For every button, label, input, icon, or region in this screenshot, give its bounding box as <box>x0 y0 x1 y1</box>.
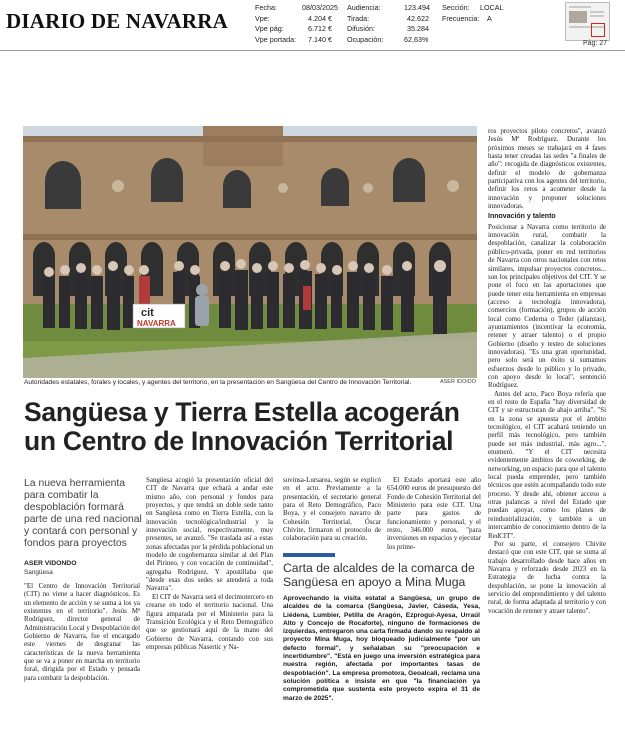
masthead: DIARIO DE NAVARRA <box>6 9 228 33</box>
sign-text: NAVARRA <box>137 319 176 328</box>
difusion-label: Difusión: <box>347 24 375 34</box>
fecha-label: Fecha: <box>255 3 277 12</box>
column-3 <box>283 476 381 543</box>
page-thumbnail[interactable] <box>565 2 610 41</box>
paragraph: Antes del acto, Paco Boya refería que en el resto de España "hay diversidad de CIT y se estructuran de abajo arriba". "Si en la zona se apuesta por el ámbito tecnológico, el CIT acabará teniendo un perfil más tecnológico, pero también puede ser más industrial, más agro...", enumeró. "Y el CIT necesita evidentemente ámbitos de coworking, de networking, un espacio para que el talento local pueda emprender, pero también técnicos que estén acompañando todo este proceso. Y desde ahí, obtener acceso a otras palancas a nivel del Estado que puedan apoyar, como los planes de reindustrialización, y también a un intercambio de conocimiento dentro de la RedCIT". <box>488 389 606 540</box>
frecuencia-label: Frecuencia: <box>442 13 480 23</box>
subheading: Innovación y talento <box>488 213 556 221</box>
ocupacion-value: 62,63% <box>404 34 429 44</box>
vpe-value: 4.204 € <box>308 13 332 23</box>
header-divider <box>0 50 625 51</box>
vpe-label: Vpe: <box>255 13 270 23</box>
column-5 <box>488 127 606 615</box>
audiencia-value: 123.494 <box>404 3 430 12</box>
seccion-label: Sección: <box>442 3 470 12</box>
article-photo <box>23 126 477 378</box>
column-4 <box>387 476 481 551</box>
paragraph: ros proyectos piloto concretos", avanzó Jesús Mª Rodríguez. Durante los próximos meses se trabajará en 4 fases hasta tener creadas las sedes "a finales de año": recogida de diagnósticos existentes, definir el modelo de gobernanza participativa con los agentes del territorio, definir los retos a acometer desde la innovación y proponer soluciones innovadoras. <box>488 127 606 211</box>
paragraph: "El Centro de Innovación Territorial (CIT) no viene a hacer diagnósticos. Es un elemento de acción y se suma a los ya existentes en el territorio". Jesús Mª Rodríguez, director general de Administración Local y Despoblación del Gobierno de Navarra, fue el encargado este viernes de desgranar las características de la nueva herramienta que se va a poner en marcha en territorio foral, dirigida por el Estado y pensada para combatir la despoblación. <box>24 582 140 682</box>
dateline-place: Sangüesa <box>24 569 53 576</box>
vpe-pag-label: Vpe pág: <box>255 24 284 34</box>
subheadline: La nueva herramienta para combatir la despoblación formará parte de una red nacional y contará con personal y fondos para proyectos <box>24 478 142 549</box>
difusion-value: 35.284 <box>407 24 429 34</box>
paragraph: Posicionar a Navarra como territorio de innovación rural, combatir la despoblación, canalizar la colaboración público-privada, poner en red territorios de Navarra con otros nacionales con retos similares, impulsar proyectos concretos... son los principales objetivos del CIT. Y se pone el foco en las aportaciones que puede tener esta herramienta en empresas (acceso a tecnología innovadora), comercios (formación), grupos de acción local como Cederna o Teder (alianzas), ayuntamientos (incentivar la economía, retener y atraer talento) o el propio Gobierno (diseño y testeo de soluciones innovadoras). "Es una gran oportunidad, pero solo será un éxito si sumamos esfuerzos desde lo público y lo privado, con apoyo desde lo local", sentenció Rodríguez. <box>488 222 606 390</box>
seccion-value: LOCAL <box>480 3 504 12</box>
paragraph: El Estado aportará este año 654.000 euros de presupuesto del Fondo de Cohesión Territorial del Ministerio para este CIT. Una parte para gastos de funcionamiento y personal, y el resto, 346.000 euros, "para inversiones en espacios y ejecutar los prime- <box>387 476 482 551</box>
tirada-value: 42.622 <box>407 13 429 23</box>
byline: ASER VIDONDO <box>24 560 77 567</box>
sign-prefix: cit <box>141 307 154 319</box>
vpe-pag-value: 6.712 € <box>308 24 332 34</box>
vpe-portada-value: 7.140 € <box>308 34 332 44</box>
caption-source: ASER IDOIDO <box>439 379 476 385</box>
fecha-value: 08/03/2025 <box>302 3 338 12</box>
sidebar-rule <box>283 553 335 557</box>
tirada-label: Tirada: <box>347 13 370 23</box>
photo-caption <box>24 379 476 386</box>
sidebar-text: Aprovechando la visita estatal a Sangüesa, un grupo de alcaldes de la comarca (Sangüesa, Javier, Cáseda, Yesa, Liédena, Lumbier, Petilla de Aragón, Ezprogui-Ayesa, Urraúl Alto y Concejo de Rocaforte), ninguno de formaciones de izquierdas, entregaron una carta firmada dando su respaldo al proyecto Mina Muga, hoy bloqueado judicialmente "por un defecto formal", y señalaban su "preocupación e incertidumbre". "Está en juego una inversión estratégica para nuestra región, afectada por importantes tasas de despoblación". La empresa promotora, Geoalcali, reclama una solución política e insiste en que "la financiación ya comprometida que sustenta este proyecto expira el 31 de marzo de 2025". <box>283 595 480 702</box>
photo-illustration <box>23 126 477 378</box>
sidebar-title: Carta de alcaldes de la comarca de Sangüesa en apoyo a Mina Muga <box>283 561 475 589</box>
headline: Sangüesa y Tierra Estella acogerán un Centro de Innovación Territorial <box>24 397 460 456</box>
audiencia-label: Audiencia: <box>347 3 381 12</box>
frecuencia-value: A <box>487 13 492 23</box>
press-metadata <box>255 3 555 47</box>
paragraph: El CIT de Navarra será el decimotercero en crearse en todo el territorio nacional. Una figura amparada por el Ministerio para la Transición Ecológica y el Reto Demográfico que se gestionará aquí de la mano del Gobierno de Navarra, contando con sus empresas públicas Nasertic y Na- <box>146 592 273 651</box>
column-1 <box>24 582 140 682</box>
paragraph: suvinsa-Lursarea, según se explicó en el acto. Previamente a la presentación, el secretario general para el Reto Demográfico, Paco Boya, y el consejero navarro de Cohesión Territorial, Óscar Chivite, firmaron el protocolo de colaboración para su creación. <box>283 476 381 543</box>
paragraph: Sangüesa acogió la presentación oficial del CIT de Navarra que echará a andar este mismo año, con personal y fondos para proyectos, y que tendrá un doble sede tanto en Sangüesa como en Tierra Estella, con la innovación tecnológica/industrial y la innovación social, respectivamente, muy presentes, se avanzó. "Se traslada así a estas zonas afectadas por la pérdida poblacional un modelo de cogobernanza similar al del Plan del Pirineo, y con vocación de continuidad", agregaba Rodríguez. Y apostillaba que "desde esas dos sedes se atenderá a toda Navarra". <box>146 476 273 593</box>
vpe-portada-label: Vpe portada: <box>255 34 297 44</box>
column-2 <box>146 476 273 651</box>
paragraph: Por su parte, el consejero Chivite destacó que con este CIT, que se suma al trabajo desarrollado desde hace años en Navarra y reforzado desde 2023 en la Estrategia de lucha contra la despoblación, se pone la innovación al servicio del emprendimiento y del talento rural, de forma adaptada al territorio y con vocación de retener y atraer talento". <box>488 539 606 615</box>
ocupacion-label: Ocupación: <box>347 34 384 44</box>
page-number: Pág: 27 <box>583 40 608 47</box>
caption-text: Autoridades estatales, forales y locales, y agentes del territorio, en la presentación en Sangüesa del Centro de Innovación Territorial. <box>24 379 412 386</box>
